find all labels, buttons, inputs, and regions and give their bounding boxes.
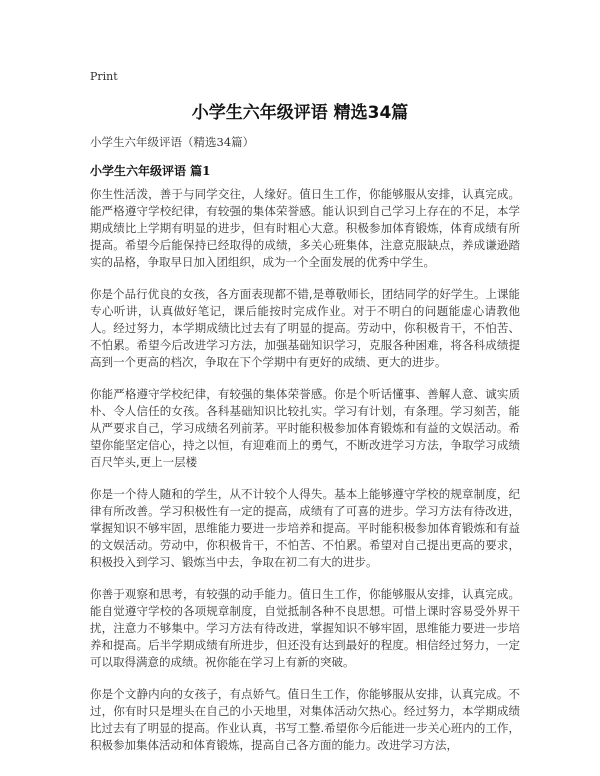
comment-paragraph-6: 你是个文静内向的女孩子，有点娇气。值日生工作，你能够服从安排，认真完成。不过，你有时只是埋头在自己的小天地里，对集体活动欠热心。经过努力，本学期成绩比过去有了明显的提高。作业认真，书写工整.希望你今后能进一步关心班内的工作，积极参加集体活动和体育锻炼，提高自己各方面的能力。改进学习方法，: [90, 687, 520, 752]
document-subtitle: 小学生六年级评语（精选34篇）: [90, 135, 255, 149]
comment-paragraph-2: 你是个品行优良的女孩，各方面表现都不错,是尊敬师长，团结同学的好学生。上课能专心听讲，认真做好笔记，课后能按时完成作业。对于不明白的问题能虚心请教他人。经过努力，本学期成绩比过去有了明显的提高。劳动中，你积极肯干，不怕苦、不怕累。希望今后改进学习方法，加强基础知识学习，克服各种困难，将各科成绩提高到一个更高的档次，争取在下个学期中有更好的成绩、更大的进步。: [90, 287, 520, 369]
document-title: 小学生六年级评语 精选34篇: [191, 103, 409, 123]
comment-paragraph-1: 你生性活泼，善于与同学交往，人缘好。值日生工作，你能够服从安排，认真完成。能严格遵守学校纪律，有较强的集体荣誉感。能认识到自己学习上存在的不足，本学期成绩比上学期有明显的进步，但有时粗心大意。积极参加体育锻炼，体育成绩有所提高。希望今后能保持已经取得的成绩，多关心班集体，注意克服缺点，养成谦逊踏实的品格，争取早日加入团组织，成为一个全面发展的优秀中学生。: [90, 187, 520, 269]
comment-paragraph-4: 你是一个待人随和的学生，从不计较个人得失。基本上能够遵守学校的规章制度，纪律有所改善。学习积极性有一定的提高，成绩有了可喜的进步。学习方法有待改进，掌握知识不够牢固，思维能力要进一步培养和提高。平时能积极参加体育锻炼和有益的文娱活动。劳动中，你积极肯干，不怕苦、不怕累。希望对自己提出更高的要求，积极投入到学习、锻炼当中去，争取在初二有大的进步。: [90, 487, 520, 569]
document-body: [90, 186, 520, 769]
print-link[interactable]: Print: [90, 70, 118, 83]
comment-paragraph-5: 你善于观察和思考，有较强的动手能力。值日生工作，你能够服从安排，认真完成。能自觉遵守学校的各项规章制度，自觉抵制各种不良思想。可惜上课时容易受外界干扰，注意力不够集中。学习方法有待改进，掌握知识不够牢固，思维能力要进一步培养和提高。后半学期成绩有所进步，但还没有达到最好的程度。相信经过努力，一定可以取得满意的成绩。祝你能在学习上有新的突破。: [90, 587, 520, 669]
comment-paragraph-3: 你能严格遵守学校纪律，有较强的集体荣誉感。你是个听话懂事、善解人意、诚实质朴、令人信任的女孩。各科基础知识比较扎实。学习有计划，有条理。学习刻苦，能从严要求自己，学习成绩名列前茅。平时能积极参加体育锻炼和有益的文娱活动。希望你能坚定信心，持之以恒，有迎难而上的勇气，不断改进学习方法，争取学习成绩百尺竿头,更上一层楼: [90, 387, 520, 469]
section-heading: 小学生六年级评语 篇1: [90, 164, 211, 178]
